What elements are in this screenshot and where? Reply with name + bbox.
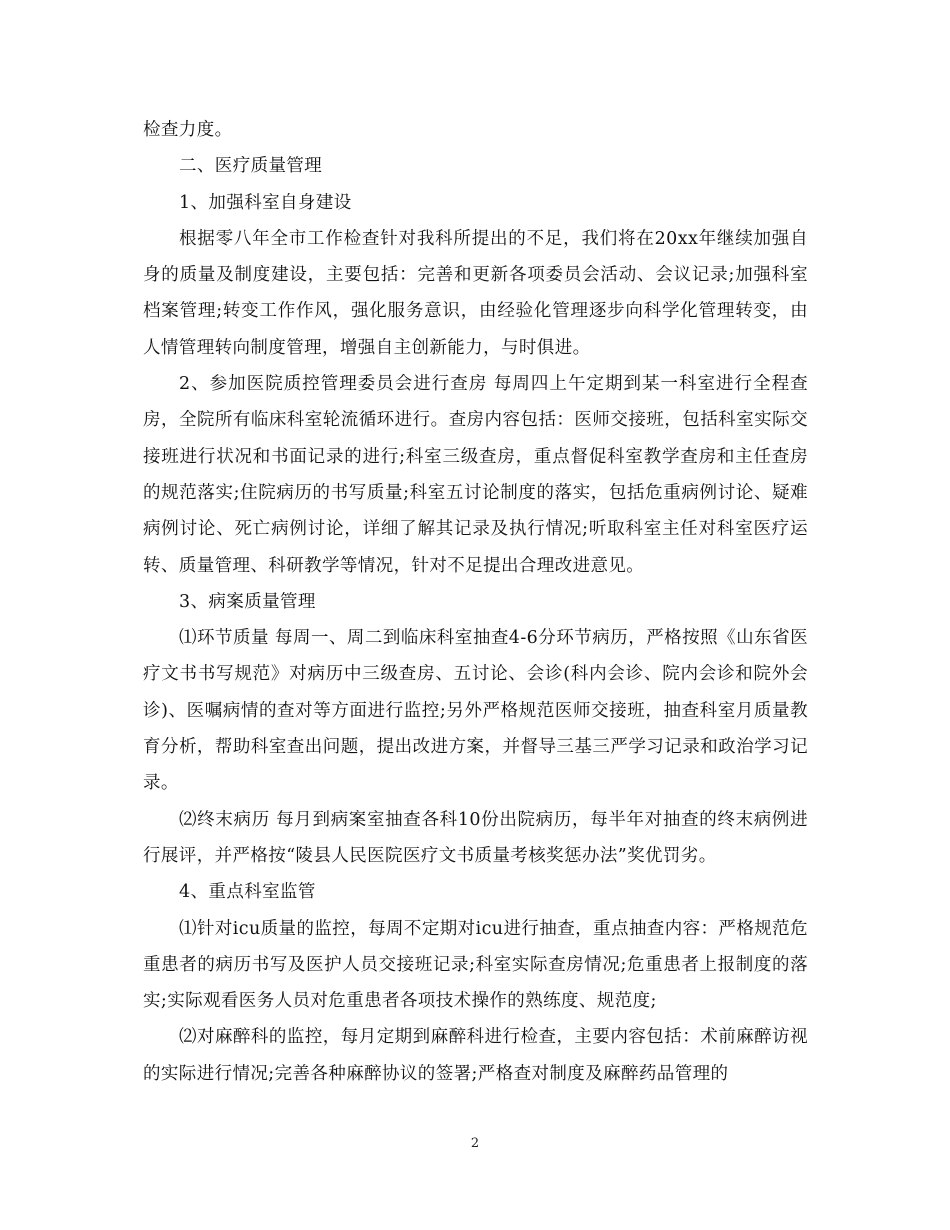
subheading-4: 4、重点科室监管: [179, 882, 316, 903]
paragraph-11: ⑵对麻醉科的监控，每月定期到麻醉科进行检查，主要内容包括：术前麻醉访视的实际进行情况;完善各种麻醉协议的签署;严格查对制度及麻醉药品管理的: [143, 1027, 808, 1084]
paragraph-7: ⑴环节质量 每周一、周二到临床科室抽查4-6分环节病历，严格按照《山东省医疗文书书写规范》对病历中三级查房、五讨论、会诊(科内会诊、院内会诊和院外会诊)、医嘱病情的查对等方面进行监控;另外严格规范医师交接班，抽查科室月质量教育分析，帮助科室查出问题，提出改进方案，并督导三基三严学习记录和政治学习记录。: [143, 628, 808, 794]
document-body: [143, 112, 808, 1092]
paragraph-1: 检查力度。: [143, 120, 233, 140]
subheading-1: 1、加强科室自身建设: [179, 192, 352, 213]
paragraph-5: 2、参加医院质控管理委员会进行查房 每周四上午定期到某一科室进行全程查房，全院所有临床科室轮流循环进行。查房内容包括：医师交接班，包括科室实际交接班进行状况和书面记录的进行;科室三级查房，重点督促科室教学查房和主任查房的规范落实;住院病历的书写质量;科室五讨论制度的落实，包括危重病例讨论、疑难病例讨论、死亡病例讨论，详细了解其记录及执行情况;听取科室主任对科室医疗运转、质量管理、科研教学等情况，针对不足提出合理改进意见。: [143, 374, 808, 576]
heading-medical-quality: 二、医疗质量管理: [179, 156, 323, 177]
paragraph-4: 根据零八年全市工作检查针对我科所提出的不足，我们将在20xx年继续加强自身的质量及制度建设，主要包括：完善和更新各项委员会活动、会议记录;加强科室档案管理;转变工作作风，强化服务意识，由经验化管理逐步向科学化管理转变，由人情管理转向制度管理，增强自主创新能力，与时俱进。: [143, 228, 808, 358]
paragraph-10: ⑴针对icu质量的监控，每周不定期对icu进行抽查，重点抽查内容：严格规范危重患者的病历书写及医护人员交接班记录;科室实际查房情况;危重患者上报制度的落实;实际观看医务人员对危重患者各项技术操作的熟练度、规范度;: [143, 918, 808, 1012]
paragraph-8: ⑵终末病历 每月到病案室抽查各科10份出院病历，每半年对抽查的终末病例进行展评，并严格按“陵县人民医院医疗文书质量考核奖惩办法”奖优罚劣。: [143, 809, 808, 866]
subheading-3: 3、病案质量管理: [179, 591, 316, 612]
page-number: 2: [470, 1136, 480, 1151]
